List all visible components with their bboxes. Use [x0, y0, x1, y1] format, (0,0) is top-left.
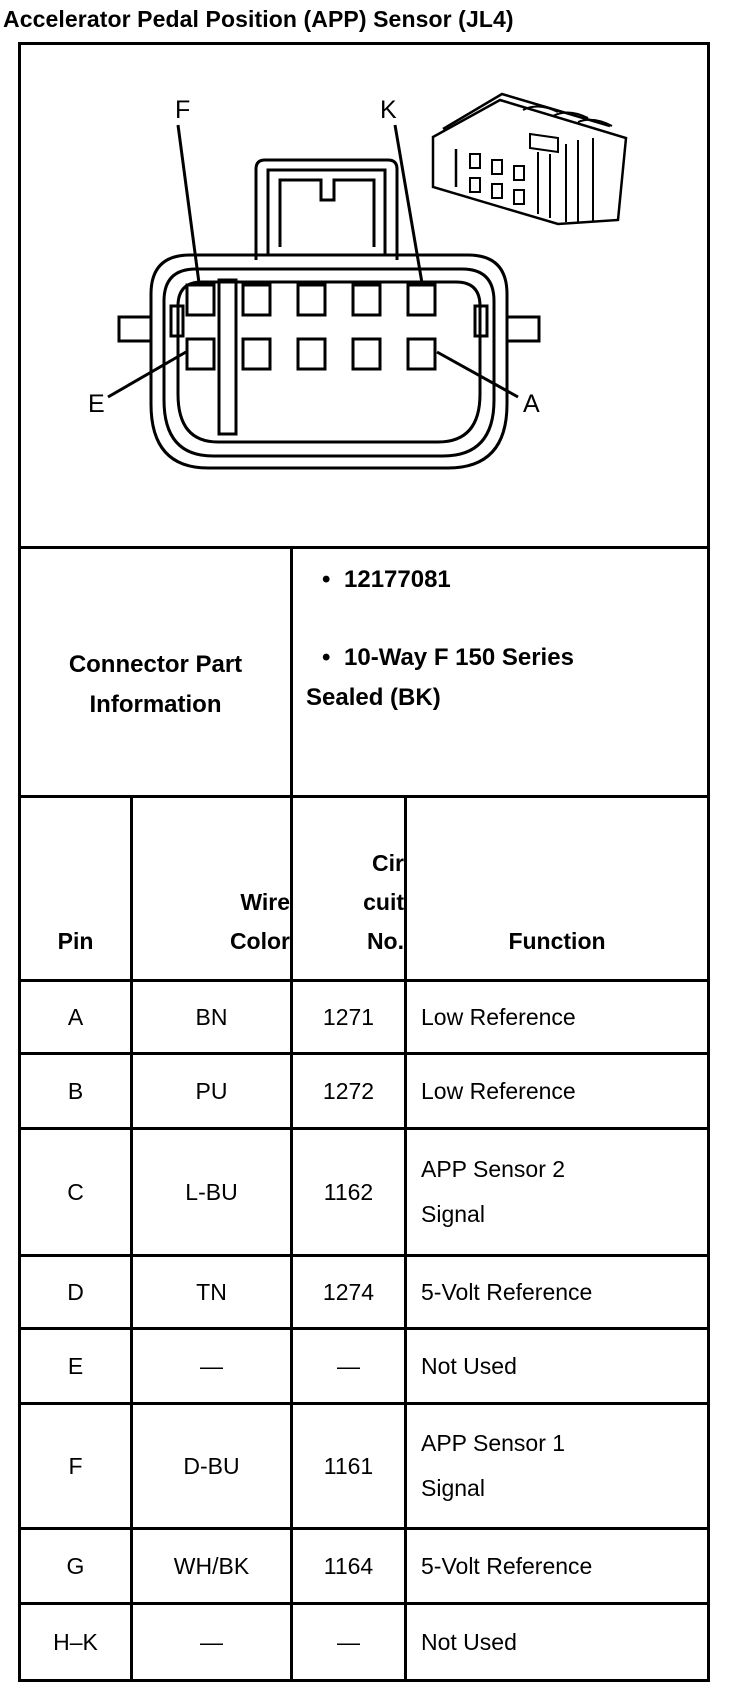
header-circuit-line3: No. — [366, 928, 404, 954]
row-a-wire-color: BN — [195, 1003, 228, 1030]
row-e-circuit: — — [337, 1352, 360, 1379]
pin-label-a: A — [523, 390, 540, 418]
row-hk-pin: H–K — [53, 1628, 98, 1655]
connector-face-drawing — [18, 42, 710, 546]
header-wire-color-line1: Wire — [240, 889, 290, 915]
connector-info-label-line2: Information — [89, 691, 222, 718]
row-d-function: 5-Volt Reference — [421, 1278, 593, 1305]
row-d-wire-color: TN — [196, 1278, 227, 1305]
description-line2: Sealed (BK) — [306, 684, 441, 711]
row-hk-circuit: — — [337, 1628, 360, 1655]
bullet-part-number: • — [322, 566, 331, 593]
row-b-wire-color: PU — [195, 1077, 228, 1104]
row-c-wire-color: L-BU — [185, 1178, 238, 1205]
header-circuit-line2: cuit — [363, 889, 404, 915]
divider-info-col — [290, 546, 293, 797]
connector-info-values — [294, 548, 710, 796]
row-f-wire-color: D-BU — [183, 1452, 240, 1479]
row-f-function — [407, 1405, 707, 1527]
header-circuit — [293, 798, 404, 979]
header-pin-label: Pin — [57, 928, 94, 954]
row-g-pin: G — [66, 1552, 85, 1579]
row-f-function-line2: Signal — [421, 1475, 485, 1501]
pin-label-f: F — [175, 96, 191, 124]
bullet-description: • — [322, 644, 331, 671]
row-e-function: Not Used — [421, 1352, 517, 1379]
row-f-function-line1: APP Sensor 1 — [421, 1430, 566, 1456]
row-hk-wire-color: — — [200, 1628, 223, 1655]
row-d-pin: D — [67, 1278, 84, 1305]
row-c-pin: C — [67, 1178, 84, 1205]
pin-label-e: E — [88, 390, 105, 418]
header-pin — [21, 798, 130, 979]
row-b-pin: B — [67, 1077, 84, 1104]
row-b-circuit: 1272 — [322, 1077, 375, 1104]
row-a-circuit: 1271 — [322, 1003, 375, 1030]
part-number: 12177081 — [344, 566, 451, 593]
row-g-function: 5-Volt Reference — [421, 1552, 593, 1579]
row-d-circuit: 1274 — [322, 1278, 375, 1305]
row-c-function — [407, 1130, 707, 1254]
page-title: Accelerator Pedal Position (APP) Sensor (JL4) — [3, 6, 514, 32]
row-f-circuit: 1161 — [323, 1452, 374, 1479]
header-wire-color-line2: Color — [229, 928, 290, 954]
description-row — [306, 638, 574, 678]
description-row-2 — [306, 678, 441, 718]
row-c-function-line1: APP Sensor 2 — [421, 1156, 566, 1182]
row-g-wire-color: WH/BK — [173, 1552, 250, 1579]
row-b-function: Low Reference — [421, 1077, 576, 1104]
header-function-label: Function — [508, 928, 606, 954]
header-wire-color — [133, 798, 290, 979]
row-g-circuit: 1164 — [323, 1552, 374, 1579]
row-f-pin: F — [68, 1452, 83, 1479]
part-number-row — [306, 560, 451, 600]
header-circuit-line1: Cir — [372, 850, 404, 876]
row-hk-function: Not Used — [421, 1628, 517, 1655]
row-a-function: Low Reference — [421, 1003, 576, 1030]
connector-info-label-line1: Connector Part — [68, 651, 243, 678]
row-e-wire-color: — — [200, 1352, 223, 1379]
header-function — [407, 798, 707, 979]
pin-label-k: K — [380, 96, 397, 124]
description-line1: 10-Way F 150 Series — [344, 644, 574, 671]
row-c-function-line2: Signal — [421, 1201, 485, 1227]
connector-diagram — [18, 42, 710, 546]
connector-info-label — [21, 549, 290, 795]
row-e-pin: E — [67, 1352, 84, 1379]
row-c-circuit: 1162 — [323, 1178, 374, 1205]
row-a-pin: A — [67, 1003, 84, 1030]
frame-bottom — [18, 1679, 710, 1682]
